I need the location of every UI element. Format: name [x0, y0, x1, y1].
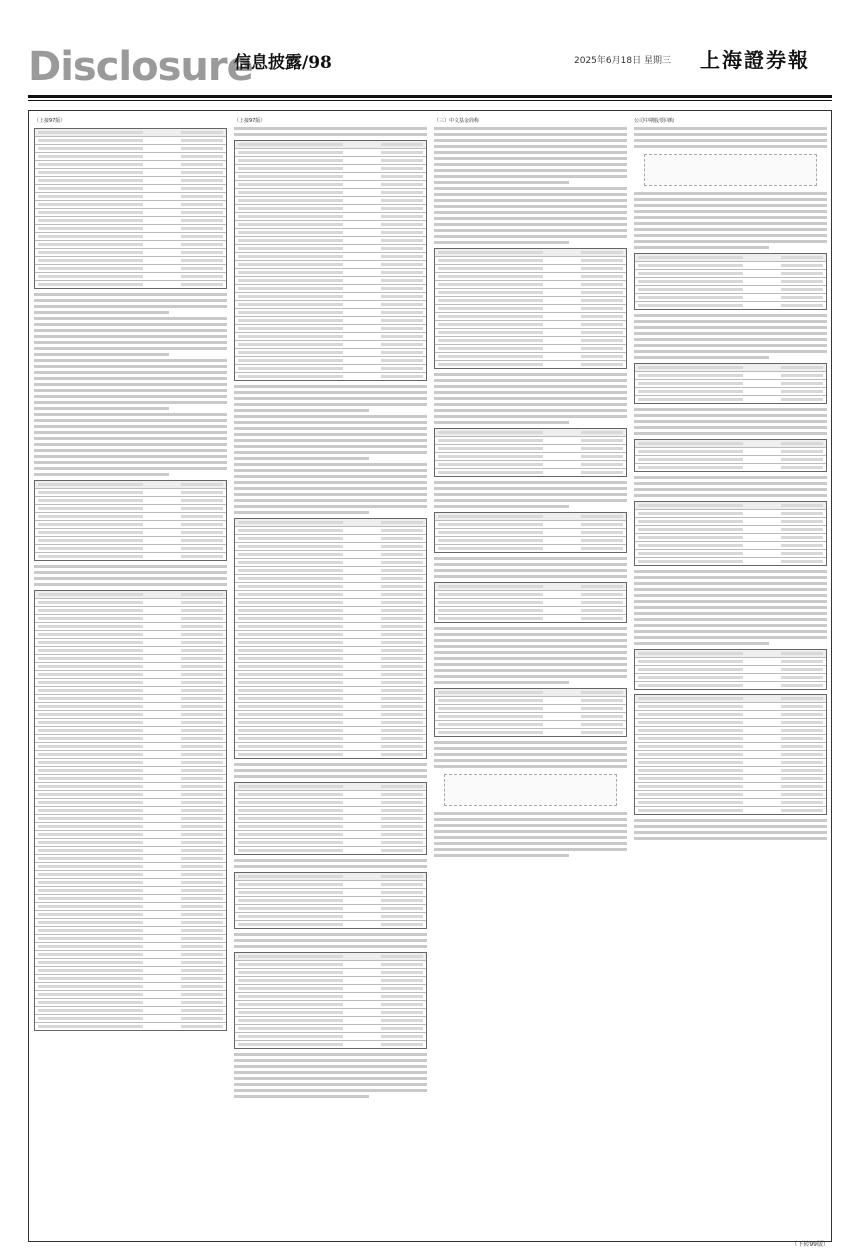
detail-table — [634, 694, 827, 815]
section-title: 信息披露/98 — [234, 53, 332, 73]
column-4 — [634, 114, 827, 1236]
notes-table — [234, 952, 427, 1049]
share-class-table — [34, 480, 227, 561]
column-1 — [34, 114, 227, 1236]
column-heading: （上接97版） — [234, 118, 266, 124]
financial-table-2 — [434, 428, 627, 477]
financial-table-4 — [434, 582, 627, 623]
issue-date: 2025年6月18日 星期三 — [574, 56, 671, 66]
column-heading: （上接97版） — [34, 118, 66, 124]
fund-table — [34, 128, 227, 289]
valuation-table-3 — [634, 439, 827, 472]
asset-table — [234, 782, 427, 855]
paper-name: 上海證券報 — [700, 48, 810, 72]
column-3 — [434, 114, 627, 1236]
continued-marker: （下转99版） — [791, 1241, 829, 1248]
holdings-table — [34, 590, 227, 1031]
column-heading: 公司中期股票回购 — [634, 118, 675, 124]
valuation-table-2 — [634, 363, 827, 404]
index-table — [234, 140, 427, 381]
formula-box — [444, 774, 617, 806]
financial-table — [434, 248, 627, 369]
valuation-table — [634, 253, 827, 310]
summary-table — [634, 649, 827, 690]
masthead — [0, 0, 857, 92]
top-rule-thin — [28, 100, 832, 101]
top-rule — [28, 95, 832, 98]
financial-table-3 — [434, 512, 627, 553]
column-heading: （三）中文基金简称 — [434, 118, 480, 124]
financial-table-5 — [434, 688, 627, 737]
brand-logo: Disclosure — [28, 44, 253, 90]
valuation-table-4 — [634, 501, 827, 566]
column-2 — [234, 114, 427, 1236]
wacc-formula — [644, 154, 817, 186]
asset-table-2 — [234, 872, 427, 929]
fund-info-table — [234, 518, 427, 759]
